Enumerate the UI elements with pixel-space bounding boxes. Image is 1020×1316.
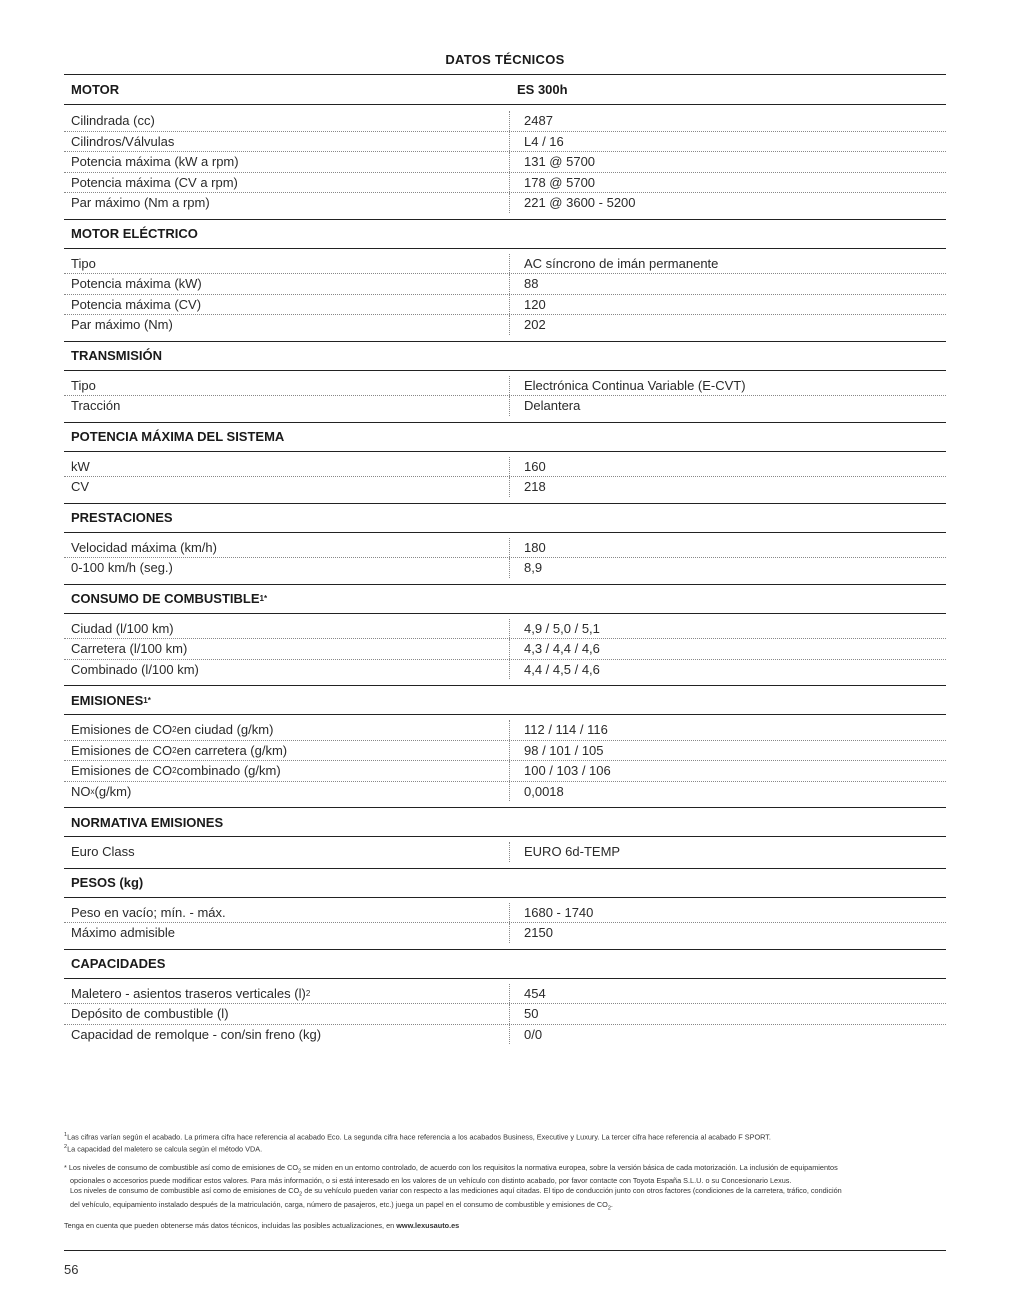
row-value: 4,9 / 5,0 / 5,1 (524, 620, 600, 636)
section-rows (64, 376, 946, 416)
table-row (64, 538, 946, 559)
table-row (64, 923, 946, 943)
row-label: Cilindrada (cc) (64, 111, 510, 131)
row-label: Par máximo (Nm a rpm) (64, 193, 510, 213)
table-row (64, 761, 946, 782)
row-label: Cilindros/Válvulas (64, 132, 510, 152)
table-row (64, 1025, 946, 1045)
section-rows (64, 111, 946, 213)
table-row (64, 720, 946, 741)
row-label: Potencia máxima (CV) (64, 295, 510, 315)
website-link[interactable]: www.lexusauto.es (396, 1221, 460, 1231)
row-label: kW (64, 457, 510, 477)
footnote-1: $^1$Las cifras varían según el acabado. La primera cifra hace referencia al acabado Eco. La segunda cifra hace referencia a los acabados Business, Executive y Luxury. La tercer cifra hace referencia al acabado F SPORT. (64, 1132, 771, 1142)
table-row (64, 639, 946, 660)
page-title: DATOS TÉCNICOS (445, 52, 565, 67)
row-value: 221 @ 3600 - 5200 (524, 195, 636, 211)
row-value: AC síncrono de imán permanente (524, 255, 719, 271)
row-value: 2487 (524, 113, 553, 129)
footnote-variance: Los niveles de consumo de combustible así como de emisiones de $CO_2$ de su vehículo pueden variar con respecto a las mediciones aquí citadas. El tipo de conducción junto con otros factores (condiciones de la carretera, tráfico, condición (70, 1186, 842, 1198)
row-label: CV (64, 477, 510, 497)
table-row (64, 1004, 946, 1025)
section-heading: CAPACIDADES (64, 949, 946, 979)
row-value: L4 / 16 (524, 133, 564, 149)
row-label: Capacidad de remolque - con/sin freno (kg) (64, 1025, 510, 1045)
section-heading: TRANSMISIÓN (64, 341, 946, 371)
row-value: 4,3 / 4,4 / 4,6 (524, 641, 600, 657)
section-rows (64, 720, 946, 801)
row-label: Emisiones de CO 2 combinado (g/km) (64, 761, 510, 781)
row-label: Carretera (l/100 km) (64, 639, 510, 659)
section-heading: PRESTACIONES (64, 503, 946, 533)
row-value: 8,9 (524, 560, 543, 576)
row-label: Máximo admisible (64, 923, 510, 943)
section-rows (64, 984, 946, 1045)
row-label: 0-100 km/h (seg.) (64, 558, 510, 578)
row-label: Potencia máxima (CV a rpm) (64, 173, 510, 193)
row-value: 98 / 101 / 105 (524, 742, 604, 758)
sections-container (64, 111, 946, 1044)
row-value: Delantera (524, 398, 581, 414)
row-value: 131 @ 5700 (524, 154, 596, 170)
row-value: Electrónica Continua Variable (E-CVT) (524, 377, 746, 393)
section-rows (64, 619, 946, 680)
header-motor: MOTOR (71, 82, 120, 97)
row-value: 0,0018 (524, 783, 564, 799)
table-row (64, 558, 946, 578)
section-rows (64, 254, 946, 335)
row-label: Emisiones de CO 2 en carretera (g/km) (64, 741, 510, 761)
row-label: Ciudad (l/100 km) (64, 619, 510, 639)
row-label: Depósito de combustible (l) (64, 1004, 510, 1024)
bottom-divider (64, 1250, 946, 1251)
row-label: NO x (g/km) (64, 782, 510, 802)
row-value: EURO 6d-TEMP (524, 844, 621, 860)
table-row (64, 376, 946, 397)
section-heading: PESOS (kg) (64, 868, 946, 898)
row-value: 180 (524, 539, 546, 555)
table-row (64, 193, 946, 213)
row-value: 202 (524, 317, 546, 333)
section-rows (64, 457, 946, 497)
row-label: Tipo (64, 376, 510, 396)
row-label: Tipo (64, 254, 510, 274)
table-row (64, 111, 946, 132)
table-row (64, 660, 946, 680)
table-row (64, 173, 946, 194)
row-value: 50 (524, 1006, 539, 1022)
row-label: Maletero - asientos traseros verticales (l) 2 (64, 984, 510, 1004)
row-label: Combinado (l/100 km) (64, 660, 510, 680)
spec-table (64, 74, 946, 1044)
footnote-2: $^2$La capacidad del maletero se calcula según el método VDA. (64, 1144, 263, 1154)
section-heading: EMISIONES 1* (64, 685, 946, 715)
row-value: 454 (524, 985, 546, 1001)
table-row (64, 842, 946, 862)
row-label: Velocidad máxima (km/h) (64, 538, 510, 558)
table-row (64, 619, 946, 640)
footnote-asterisk: * Los niveles de consumo de combustible así como de emisiones de $CO_2$ se miden en un entorno controlado, de acuerdo con los requisitos la normativa europea, sobre la versión básica de cada motorización. La inclusión de equipamientos (64, 1162, 838, 1175)
row-label: Peso en vacío; mín. - máx. (64, 903, 510, 923)
row-value: 88 (524, 276, 539, 292)
row-label: Potencia máxima (kW) (64, 274, 510, 294)
row-value: 1680 - 1740 (524, 904, 594, 920)
footnotes (64, 1130, 946, 1231)
row-label: Emisiones de CO 2 en ciudad (g/km) (64, 720, 510, 740)
section-rows (64, 842, 946, 862)
footnote-website: Tenga en cuenta que pueden obtenerse más datos técnicos, incluidas las posibles actualizaciones, en www.lexusauto.es (64, 1221, 460, 1231)
row-value: 160 (524, 458, 546, 474)
table-row (64, 984, 946, 1005)
header-model: ES 300h (517, 82, 568, 97)
table-row (64, 315, 946, 335)
table-row (64, 477, 946, 497)
row-value: 100 / 103 / 106 (524, 763, 611, 779)
section-heading: CONSUMO DE COMBUSTIBLE 1* (64, 584, 946, 614)
row-value: 4,4 / 4,5 / 4,6 (524, 661, 600, 677)
footnote-variance-cont: del vehículo, equipamiento instalado después de la matriculación, carga, número de pasajeros, etc.) juega un papel en el consumo de combustible y emisiones de $CO_2$. (70, 1199, 613, 1212)
table-row (64, 152, 946, 173)
table-row (64, 741, 946, 762)
row-label: Par máximo (Nm) (64, 315, 510, 335)
table-row (64, 457, 946, 478)
table-row (64, 782, 946, 802)
table-row (64, 254, 946, 275)
row-value: 120 (524, 296, 546, 312)
row-label: Potencia máxima (kW a rpm) (64, 152, 510, 172)
table-row (64, 132, 946, 153)
row-label: Tracción (64, 396, 510, 416)
table-header (64, 74, 946, 105)
table-row (64, 396, 946, 416)
table-row (64, 295, 946, 316)
footnote-asterisk-cont: opcionales o accesorios puede modificar estos valores. Para más información, o si está interesado en los valores de un vehículo con distinto acabado, por favor contacte con Toyota España S.L.U. o su Concesionario Lexus. (70, 1176, 792, 1186)
section-heading: POTENCIA MÁXIMA DEL SISTEMA (64, 422, 946, 452)
section-rows (64, 903, 946, 943)
section-heading: MOTOR ELÉCTRICO (64, 219, 946, 249)
section-rows (64, 538, 946, 578)
section-heading: NORMATIVA EMISIONES (64, 807, 946, 837)
page-number: 56 (64, 1262, 79, 1277)
table-row (64, 903, 946, 924)
row-value: 112 / 114 / 116 (524, 722, 608, 738)
row-label: Euro Class (64, 842, 510, 862)
row-value: 178 @ 5700 (524, 174, 596, 190)
row-value: 2150 (524, 925, 553, 941)
row-value: 218 (524, 479, 546, 495)
table-row (64, 274, 946, 295)
row-value: 0/0 (524, 1026, 543, 1042)
